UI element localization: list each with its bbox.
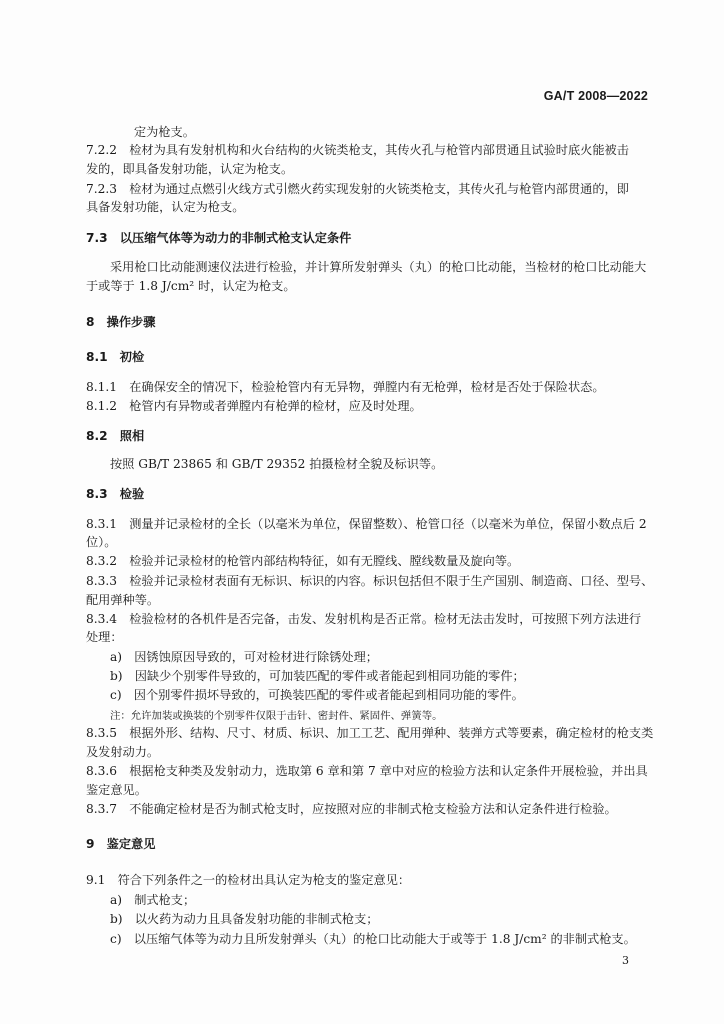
list-item: c) 因个别零件损坏导致的，可换装匹配的零件或者能起到相同功能的零件。: [110, 688, 524, 702]
paragraph-line: 处理：: [86, 630, 123, 644]
clause-8-3-6: 8.3.6 根据枪支种类及发射动力，选取第 6 章和第 7 章中对应的检验方法和认定条件开展检验，并出具: [86, 764, 648, 778]
list-item: a) 制式枪支；: [110, 893, 196, 907]
paragraph-line: 定为枪支。: [134, 125, 195, 139]
paragraph-line: 采用枪口比动能测速仪法进行检验，并计算所发射弹头（丸）的枪口比动能，当检材的枪口比动能大: [110, 260, 647, 274]
section-heading-8-2: 8.2 照相: [86, 429, 145, 443]
note: 注：允许加装或换装的个别零件仅限于击针、密封件、紧固件、弹簧等。: [110, 710, 443, 722]
section-heading-8-3: 8.3 检验: [86, 487, 145, 501]
paragraph-line: 具备发射功能，认定为枪支。: [86, 200, 245, 214]
clause-7-2-2: 7.2.2 检材为具有发射机构和火台结构的火铳类枪支，其传火孔与枪管内部贯通且试验时底火能被击: [86, 143, 629, 157]
section-heading-8: 8 操作步骤: [86, 315, 156, 329]
clause-8-3-3: 8.3.3 检验并记录检材表面有无标识、标识的内容。标识包括但不限于生产国别、制造商、口径、型号、: [86, 574, 654, 588]
paragraph-line: 位）。: [86, 535, 117, 549]
list-item: b) 因缺少个别零件导致的，可加装匹配的零件或者能起到相同功能的零件；: [110, 669, 525, 683]
clause-8-3-4: 8.3.4 检验检材的各机件是否完备，击发、发射机构是否正常。检材无法击发时，可按照下列方法进行: [86, 612, 642, 626]
section-heading-8-1: 8.1 初检: [86, 350, 145, 364]
page-number: 3: [622, 954, 629, 967]
clause-8-1-1: 8.1.1 在确保安全的情况下，检验枪管内有无异物，弹膛内有无枪弹，检材是否处于保险状态。: [86, 380, 605, 394]
clause-8-3-2: 8.3.2 检验并记录检材的枪管内部结构特征，如有无膛线、膛线数量及旋向等。: [86, 554, 520, 568]
section-heading-7-3: 7.3 以压缩气体等为动力的非制式枪支认定条件: [86, 231, 352, 245]
list-item: c) 以压缩气体等为动力且所发射弹头（丸）的枪口比动能大于或等于 1.8 J/cm² 的非制式枪支。: [110, 932, 636, 946]
section-heading-9: 9 鉴定意见: [86, 837, 156, 851]
clause-8-3-1: 8.3.1 测量并记录检材的全长（以毫米为单位，保留整数）、枪管口径（以毫米为单位，保留小数点后 2: [86, 517, 647, 531]
clause-8-1-2: 8.1.2 枪管内有异物或者弹膛内有枪弹的检材，应及时处理。: [86, 399, 422, 413]
clause-9-1: 9.1 符合下列条件之一的检材出具认定为枪支的鉴定意见：: [86, 873, 411, 887]
paragraph-line: 配用弹种等。: [86, 593, 160, 607]
clause-7-2-3: 7.2.3 检材为通过点燃引火线方式引燃火药实现发射的火铳类枪支，其传火孔与枪管内部贯通的，即: [86, 182, 629, 196]
paragraph-line: 按照 GB/T 23865 和 GB/T 29352 拍摄检材全貌及标识等。: [110, 457, 444, 471]
clause-8-3-5: 8.3.5 根据外形、结构、尺寸、材质、标识、加工工艺、配用弹种、装弹方式等要素，确定检材的枪支类: [86, 726, 654, 740]
paragraph-line: 于或等于 1.8 J/cm² 时，认定为枪支。: [86, 279, 296, 293]
paragraph-line: 发的，即具备发射功能，认定为枪支。: [86, 162, 294, 176]
list-item: a) 因锈蚀原因导致的，可对检材进行除锈处理；: [110, 650, 378, 664]
paragraph-line: 鉴定意见。: [86, 783, 147, 797]
paragraph-line: 及发射动力。: [86, 745, 160, 759]
clause-8-3-7: 8.3.7 不能确定检材是否为制式枪支时，应按照对应的非制式枪支检验方法和认定条件进行检验。: [86, 802, 617, 816]
list-item: b) 以火药为动力且具备发射功能的非制式枪支；: [110, 912, 379, 926]
standard-number-header: GA/T 2008—2022: [543, 89, 648, 103]
